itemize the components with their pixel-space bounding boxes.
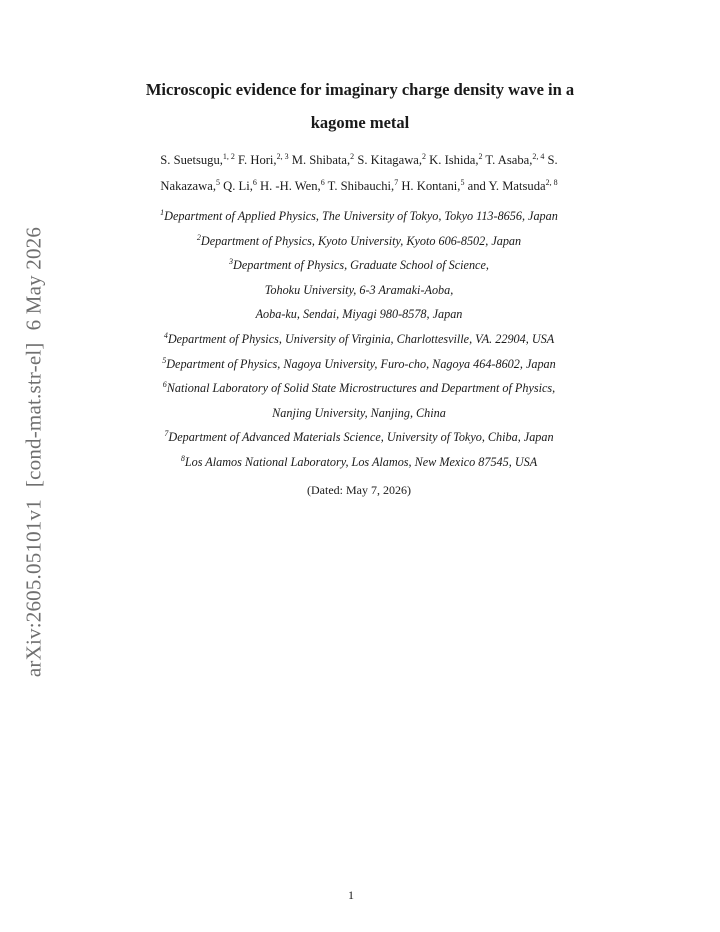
affiliation-sup: 7 xyxy=(164,429,169,438)
author: F. Hori, xyxy=(234,153,277,167)
affiliation-line xyxy=(0,307,718,322)
author-affil-sup: 2, 4 xyxy=(532,152,545,161)
author-affil-sup: 2 xyxy=(478,152,483,161)
author-line-2 xyxy=(0,179,718,194)
author-affil-sup: 5 xyxy=(215,178,220,187)
author: S. xyxy=(544,153,558,167)
affiliation-text: Department of Physics, Kyoto University, Kyoto 606-8502, Japan xyxy=(200,234,522,248)
author: S. Suetsugu, xyxy=(160,153,223,167)
arxiv-date: 6 May 2026 xyxy=(21,226,46,331)
author-affil-sup: 1, 2 xyxy=(222,152,235,161)
affiliation-sup: 4 xyxy=(163,331,168,340)
affiliation-text: Department of Advanced Materials Science, University of Tokyo, Chiba, Japan xyxy=(168,430,554,444)
affiliation-line xyxy=(0,430,718,445)
affiliation-sup: 3 xyxy=(229,257,234,266)
affiliation-sup: 8 xyxy=(180,454,185,463)
author: T. Shibauchi, xyxy=(324,179,395,193)
affiliation-line xyxy=(0,357,718,372)
author: M. Shibata, xyxy=(288,153,351,167)
author-affil-sup: 2 xyxy=(350,152,355,161)
affiliation-text: Los Alamos National Laboratory, Los Alamos, New Mexico 87545, USA xyxy=(184,455,538,469)
author: H. Kontani, xyxy=(398,179,461,193)
affiliation-text: National Laboratory of Solid State Microstructures and Department of Physics, xyxy=(166,381,556,395)
author: S. Kitagawa, xyxy=(354,153,423,167)
affiliation-line xyxy=(0,283,718,298)
author-affil-sup: 6 xyxy=(320,178,325,187)
paper-title-line-1: Microscopic evidence for imaginary charge density wave in a xyxy=(145,80,575,99)
author-affil-sup: 7 xyxy=(394,178,399,187)
affiliation-text: Department of Physics, Nagoya University, Furo-cho, Nagoya 464-8602, Japan xyxy=(166,357,556,371)
affiliation-text: Aoba-ku, Sendai, Miyagi 980-8578, Japan xyxy=(255,307,463,321)
affiliation-line xyxy=(0,258,718,273)
affiliation-text: Tohoku University, 6-3 Aramaki-Aoba, xyxy=(264,283,454,297)
author: T. Asaba, xyxy=(482,153,533,167)
author-affil-sup: 5 xyxy=(460,178,465,187)
affiliation-text: Department of Physics, University of Virginia, Charlottesville, VA. 22904, USA xyxy=(167,332,555,346)
affiliation-line xyxy=(0,234,718,249)
affiliation-text: Department of Applied Physics, The University of Tokyo, Tokyo 113-8656, Japan xyxy=(164,209,558,223)
affiliation-line xyxy=(0,406,718,421)
arxiv-category: [cond-mat.str-el] xyxy=(21,342,46,488)
dated-line: (Dated: May 7, 2026) xyxy=(307,483,411,497)
affiliation-sup: 6 xyxy=(162,380,167,389)
arxiv-id: arXiv:2605.05101v1 xyxy=(21,499,46,678)
affiliation-sup: 2 xyxy=(196,233,201,242)
author: K. Ishida, xyxy=(426,153,479,167)
affiliation-text: Nanjing University, Nanjing, China xyxy=(272,406,446,420)
author: H. -H. Wen, xyxy=(256,179,321,193)
author: Q. Li, xyxy=(219,179,253,193)
page-number: 1 xyxy=(348,888,354,902)
author: Nakazawa, xyxy=(160,179,216,193)
affiliation-text: Department of Physics, Graduate School of Science, xyxy=(233,258,489,272)
paper-title-line-2: kagome metal xyxy=(310,113,410,132)
author-affil-sup: 2 xyxy=(422,152,427,161)
affiliation-line xyxy=(0,209,718,224)
affiliation-sup: 1 xyxy=(160,208,165,217)
affiliation-line xyxy=(0,381,718,396)
author-affil-sup: 6 xyxy=(252,178,257,187)
author-line-1 xyxy=(0,153,718,168)
author-affil-sup: 2, 3 xyxy=(276,152,289,161)
affiliation-line xyxy=(0,455,718,470)
affiliation-sup: 5 xyxy=(162,356,167,365)
author-affil-sup: 2, 8 xyxy=(545,178,558,187)
author: and Y. Matsuda xyxy=(464,179,546,193)
affiliation-line xyxy=(0,332,718,347)
